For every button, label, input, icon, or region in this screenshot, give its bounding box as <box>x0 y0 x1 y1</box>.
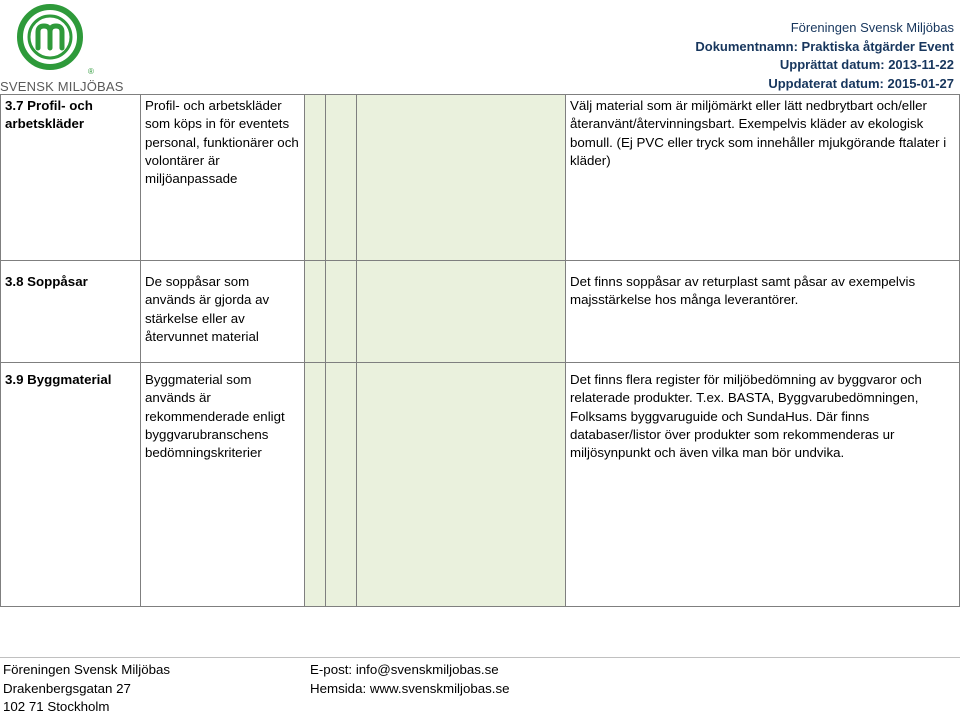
check-cell[interactable] <box>305 363 326 607</box>
logo-emblem-icon <box>14 2 98 78</box>
table-row <box>1 95 960 261</box>
check-cell[interactable] <box>305 261 326 363</box>
measure-code: 3.8 Soppåsar <box>1 261 141 363</box>
footer-street: Drakenbergsgatan 27 <box>3 680 131 696</box>
logo-text: SVENSK MILJÖBAS <box>0 79 124 94</box>
header-organization: Föreningen Svensk Miljöbas <box>790 20 954 35</box>
check-cell[interactable] <box>305 95 326 261</box>
comment-cell[interactable] <box>357 363 566 607</box>
footer-divider <box>0 657 960 658</box>
footer-website[interactable]: Hemsida: www.svenskmiljobas.se <box>310 680 510 696</box>
measure-description: Byggmaterial som används är rekommenderade enligt byggvarubranschens bedömningskriterier <box>141 363 305 607</box>
measure-guidance: Det finns flera register för miljöbedömning av byggvaror och relaterade produkter. T.ex. BASTA, Byggvarubedömningen, Folksams byggvaruguide och SundaHus. Där finns databaser/listor över produkter som rekommenderas ur miljösynpunkt och även vilka man bör undvika. <box>566 363 960 607</box>
svensk-miljobas-logo <box>0 0 124 95</box>
header-updated-date: Uppdaterat datum: 2015-01-27 <box>768 75 954 91</box>
comment-cell[interactable] <box>357 95 566 261</box>
footer-organization: Föreningen Svensk Miljöbas <box>3 662 171 677</box>
measure-guidance: Det finns soppåsar av returplast samt påsar av exempelvis majsstärkelse hos många leverantörer. <box>566 261 960 363</box>
header-created-date: Upprättat datum: 2013-11-22 <box>779 57 954 72</box>
measure-guidance: Välj material som är miljömärkt eller lätt nedbrytbart och/eller återanvänt/återvinningsbart. Exempelvis kläder av ekologisk bomull. (Ej PVC eller tryck som innehåller mjukgörande ftalater i kläder) <box>566 95 960 261</box>
measures-table <box>0 94 960 607</box>
header-document-name: Dokumentnamn: Praktiska åtgärder Event <box>695 38 954 54</box>
svg-text:®: ® <box>88 67 94 76</box>
document-header <box>695 19 954 93</box>
comment-cell[interactable] <box>357 261 566 363</box>
measure-code: 3.7 Profil- och arbetskläder <box>1 95 141 261</box>
check-cell[interactable] <box>326 363 357 607</box>
measure-description: Profil- och arbetskläder som köps in för eventets personal, funktionärer och volontärer är miljöanpassade <box>141 95 305 261</box>
measure-code: 3.9 Byggmaterial <box>1 363 141 607</box>
footer-contact <box>310 661 510 698</box>
table-row <box>1 363 960 607</box>
check-cell[interactable] <box>326 261 357 363</box>
footer-city: 102 71 Stockholm <box>3 699 110 714</box>
measure-description: De soppåsar som används är gjorda av stärkelse eller av återvunnet material <box>141 261 305 363</box>
table-row <box>1 261 960 363</box>
check-cell[interactable] <box>326 95 357 261</box>
footer-email[interactable]: E-post: info@svenskmiljobas.se <box>310 662 499 677</box>
footer-address <box>3 661 170 717</box>
